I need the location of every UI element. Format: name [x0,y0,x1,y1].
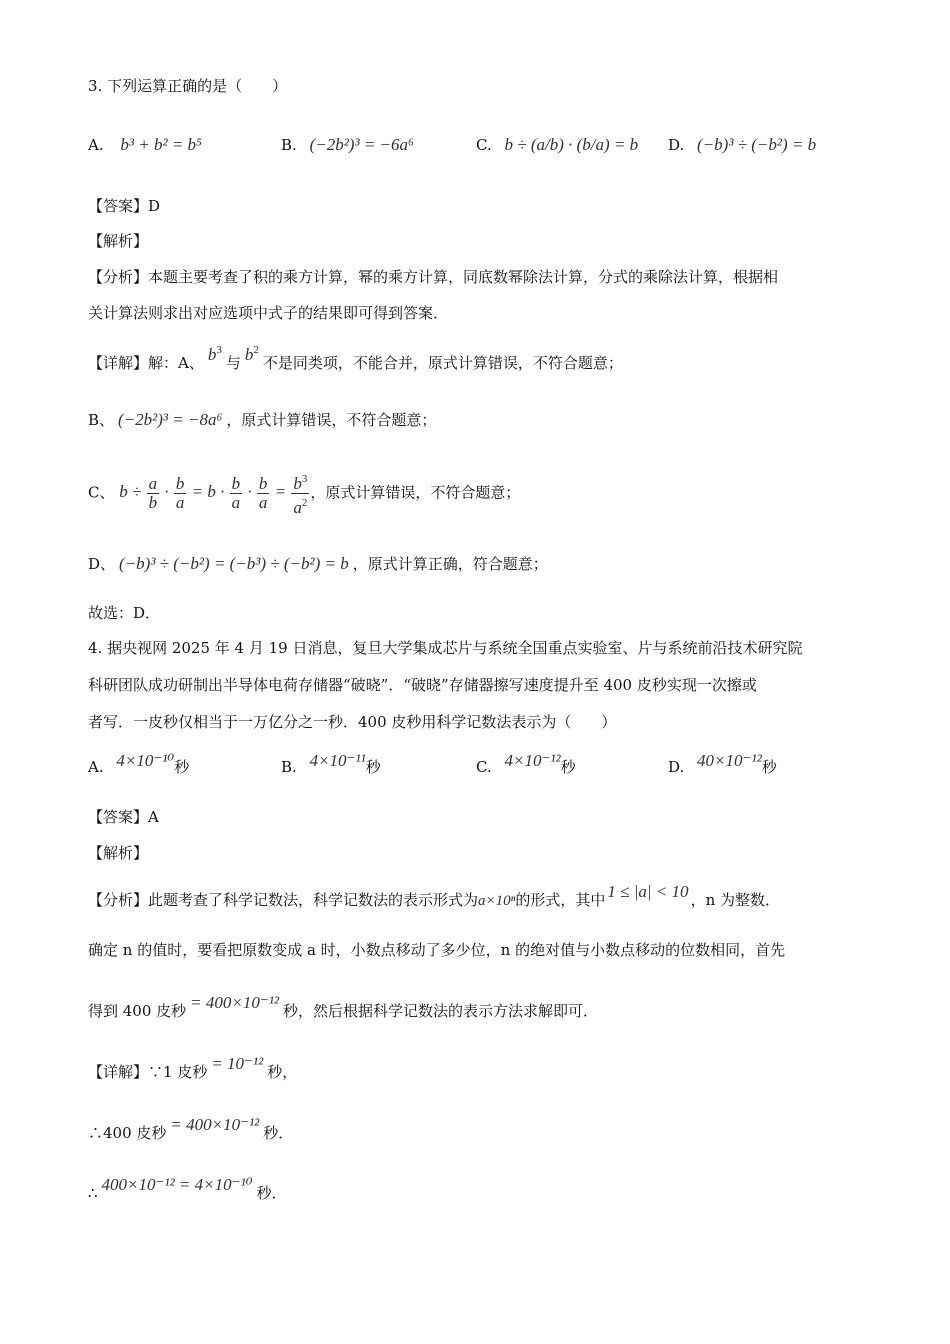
q3-fenxi-line2: 关计算法则求出对应选项中式子的结果即可得到答案． [88,304,449,322]
q3-detail-c: C、 b ÷ $\frac{a}{b}$ · $\frac{b}{a}$ = b · $\frac{b}{a}$ · $\frac{b}{a}$ = $\frac{b^3}{a^2}$ ，原式计算错误，不符合题意； [88,470,520,514]
option-label: A. [88,136,104,154]
math-expression: a×10ⁿ [478,893,516,909]
q4-fenxi-line1: 【分析】此题考查了科学记数法，科学记数法的表示形式为a×10ⁿ的形式，其中 1 ≤ |a| < 10 ，n 为整数． [88,882,780,909]
q4-detail-2: ∴400 皮秒 = 400×10⁻¹² 秒． [88,1115,294,1142]
q3-option-a[interactable] [88,135,202,155]
math-expression: b ÷ $\frac{a}{b}$ · $\frac{b}{a}$ = b · $\frac{b}{a}$ · $\frac{b}{a}$ = $\frac{b^3}{a^2}$ [119,482,310,501]
option-expression: 4×10⁻¹² [504,751,561,770]
q3-option-b[interactable] [281,135,414,155]
q4-option-c[interactable] [476,751,576,777]
q3-conclusion: 故选：D． [88,604,161,622]
option-expression: (−b)³ ÷ (−b²) = b [697,135,817,154]
option-expression: 4×10⁻¹¹ [309,751,366,770]
math-expression: = 400×10⁻¹² [190,993,280,1012]
option-label: C. [476,758,492,776]
option-expression: b ÷ (a/b) · (b/a) = b [504,135,639,154]
q4-detail-1: 【详解】∵1 皮秒 = 10⁻¹² 秒， [88,1054,298,1081]
q4-detail-3: ∴ 400×10⁻¹² = 4×10⁻¹⁰ 秒． [88,1175,287,1202]
math-expression: = 10⁻¹² [211,1054,264,1073]
q3-fenxi-line1: 【分析】本题主要考查了积的乘方计算，幂的乘方计算，同底数幂除法计算，分式的乘除法计算，根据相 [88,268,779,286]
math-expression: 400×10⁻¹² = 4×10⁻¹⁰ [101,1175,253,1194]
option-expression: (−2b²)³ = −6a⁶ [309,135,414,154]
option-expression: b³ + b² = b⁵ [120,135,202,154]
q4-answer: 【答案】A [88,808,159,826]
option-unit: 秒 [761,758,777,776]
q4-option-d[interactable] [668,751,777,777]
option-unit: 秒 [174,758,190,776]
math-expression: (−2b²)³ = −8a⁶ [118,410,223,429]
q3-analysis-heading: 【解析】 [88,232,149,250]
math-expression: (−b)³ ÷ (−b²) = (−b³) ÷ (−b²) = b [119,554,349,573]
q3-stem: 3. 下列运算正确的是（ ） [88,77,288,95]
q3-answer: 【答案】D [88,197,161,215]
q4-stem-line3: 者写．一皮秒仅相当于一万亿分之一秒．400 皮秒用科学记数法表示为（ ） [88,713,617,731]
answer-value: D [148,197,161,215]
q4-analysis-heading: 【解析】 [88,844,149,862]
q4-option-a[interactable] [88,751,190,777]
q3-detail-d: D、 (−b)³ ÷ (−b²) = (−b³) ÷ (−b²) = b ，原式计算正确，符合题意； [88,554,548,573]
q4-stem-line1: 4. 据央视网 2025 年 4 月 19 日消息，复旦大学集成芯片与系统全国重点实验室、片与系统前沿技术研究院 [88,639,803,657]
option-label: A. [88,758,104,776]
q3-option-d[interactable] [668,135,816,155]
q4-stem-line2: 科研团队成功研制出半导体电荷存储器“破晓”．“破晓”存储器擦写速度提升至 400 皮秒实现一次擦或 [88,676,757,694]
math-expression: = 400×10⁻¹² [170,1115,260,1134]
q3-detail-a: 【详解】解：A、 $b^3$与 $b^2$不是同类项，不能合并，原式计算错误，不符合题意； [88,344,623,372]
option-expression: 40×10⁻¹² [697,751,762,770]
math-expression: 1 ≤ |a| < 10 [607,882,689,901]
option-label: D. [668,758,685,776]
option-unit: 秒 [365,758,381,776]
q4-option-b[interactable] [281,751,381,777]
answer-value: A [148,808,159,826]
q3-detail-b: B、 (−2b²)³ = −8a⁶ ，原式计算错误，不符合题意； [88,410,437,429]
option-label: D. [668,136,685,154]
q4-fenxi-line2: 确定 n 的值时，要看把原数变成 a 时，小数点移动了多少位，n 的绝对值与小数点移动的位数相同，首先 [88,941,786,959]
q4-fenxi-line3: 得到 400 皮秒 = 400×10⁻¹² 秒，然后根据科学记数法的表示方法求解即可． [88,993,599,1020]
option-label: B. [281,136,297,154]
q3-option-c[interactable] [476,135,638,155]
option-label: B. [281,758,297,776]
option-label: C. [476,136,492,154]
option-expression: 4×10⁻¹⁰ [116,751,175,770]
option-unit: 秒 [560,758,576,776]
